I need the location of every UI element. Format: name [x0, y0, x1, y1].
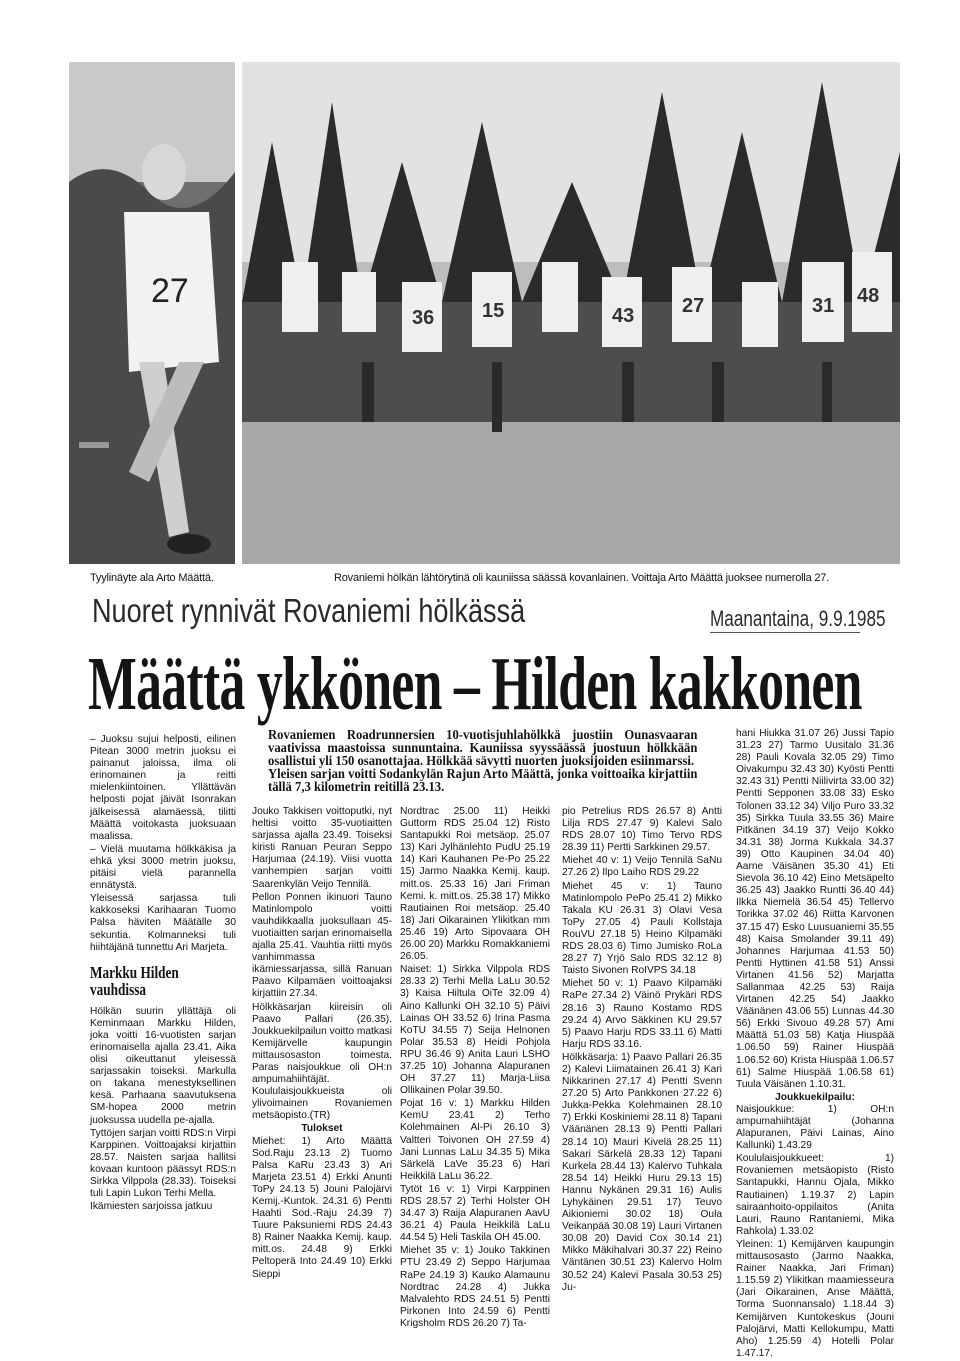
col1-paragraph: – Juoksu sujui helposti, eilinen Pitean 3000 metrin juoksu ei painanut jaloissa, ilma oli erinomainen ja reitti mielenkiintoinen. Yllättävän helposti pojat jäivät Isonrakan jälkeisessä alamäessä, tilitti Määttä voitokasta juoksuaan maalissa.: [90, 734, 236, 842]
svg-text:31: 31: [812, 295, 835, 317]
results-heading: Tulokset: [301, 1123, 343, 1135]
results-text: Miehet 45 v: 1) Tauno Matinlompolo PePo 25.41 2) Mikko Takala KU 26.31 3) Olavi Vesa ToPy 27.05 4) Pauli Kollstaja RouVU 27.18 5) Heino Kilpamäki RDS 28.03 6) Timo Jumisko RoLa 28.27 7) Yrjö Salo RDS 32.12 8) Taisto Sivonen RoIVPS 34.18: [562, 880, 722, 977]
svg-text:15: 15: [482, 300, 505, 322]
results-text: Miehet 50 v: 1) Paavo Kilpamäki RaPe 27.34 2) Väinö Prykäri RDS 28.16 3) Rauno Kostamo RDS 29.24 4) Arvo Säkkinen KU 29.57 5) Paavo Harju RDS 33.11 6) Matti Harju RDS 33.16.: [562, 978, 722, 1050]
article-column-1: [90, 734, 236, 1214]
results-text: Miehet 35 v: 1) Jouko Takkinen PTU 23.49 2) Seppo Harjumaa RaPe 24.19 3) Kauko Alamaunu Nordtrac 24.28 4) Jukka Malvalehto RDS 24.51 5) Pentti Pirkonen Into 24.59 6) Pentti Krigsholm RDS 26.20 7) Ta-: [400, 1245, 550, 1329]
main-photo-caption: Rovaniemi hölkän lähtörytinä oli kauniissa säässä kovanlainen. Voittaja Arto Määttä juoksee numerolla 27.: [334, 572, 830, 584]
col1-paragraph: Hölkän suurin yllättäjä oli Keminmaan Markku Hilden, joka voitti 16-vuotisten sarjan erinomaisella ajalla 23.41. Aika olisi oikeuttanut yleisessä sarjassakin toiseksi. Markulla on takana menestyksellinen kesä. Parhaana saavutuksena SM-hopea 2000 metrin juoksussa uudella pe-ajalla.: [90, 1005, 236, 1126]
col1-paragraph: Yleisessä sarjassa tuli kakkoseksi Karihaaran Tuomo Palsa häviten Määtälle 30 sekuntia. Kolmanneksi tuli hiihtäjänä tunnettu Ari Marjeta.: [90, 893, 236, 953]
results-text: pio Petrelius RDS 26.57 8) Antti Lilja RDS 27.47 9) Kalevi Salo RDS 28.07 10) Timo Tervo RDS 28.39 11) Pertti Sarkkinen 29.57.: [562, 806, 722, 854]
results-text: Miehet 40 v: 1) Veijo Tennilä SaNu 27.26 2) Ilpo Laiho RDS 29.22: [562, 855, 722, 879]
svg-text:36: 36: [412, 307, 435, 329]
dateline-rule: [710, 632, 860, 633]
results-text: Koululaisjoukkueet: 1) Rovaniemen metsäopisto (Risto Santapukki, Hannu Ojala, Mikko Rautiainen) 1.19.37 2) Lapin sairaanhoito-oppilaitos (Anita Lauri, Rauno Rantaniemi, Mika Rahkola) 1.33.02: [736, 1153, 894, 1237]
col2-paragraph: Pellon Ponnen ikinuori Tauno Matinlompolo voitti vauhdikkaalla juoksullaan 45-vuotiaitten sarjan erinomaisella ajalla 25.41. Vauhtia riitti myös vanhimmassa ikämiessarjassa, sillä Ranuan Paavo Kilpamäen voittoajaksi kirjattiin 27.34.: [252, 891, 392, 1000]
results-text: Tytöt 16 v: 1) Virpi Karppinen RDS 28.57 2) Terhi Holster OH 34.47 3) Raija Alapuranen AavU 36.21 4) Paula Heikkilä LaLu 44.54 5) Heli Taskila OH 45.00.: [400, 1183, 550, 1244]
lead-paragraph: [268, 728, 697, 793]
results-column-5: [736, 728, 894, 1361]
results-text: Pojat 16 v: 1) Markku Hilden KemU 23.41 2) Terho Kolehmainen Al-Pi 26.10 3) Valtteri Toivonen OH 27.59 4) Jani Lunnas LaLu 34.35 5) Mika Särkelä LaVe 35.23 6) Hari Heikkilä LaLu 36.22.: [400, 1098, 550, 1182]
team-results-heading: Joukkuekilpailu:: [775, 1091, 855, 1103]
col1-paragraph: Tyttöjen sarjan voitti RDS:n Virpi Karppinen. Voittoajaksi kirjattiin 28.57. Naisten sarjaa hallitsi kovaan kuntoon päässyt RDS:n Sirkka Vilppola (28.33). Toiseksi tuli Lapin Lukon Terhi Mella.: [90, 1127, 236, 1200]
results-column-3: [400, 806, 550, 1331]
results-text: Miehet: 1) Arto Määttä Sod.Raju 23.13 2) Tuomo Palsa KaRu 23.43 3) Ari Marjeta 23.51 4) Erkki Anunti ToPy 24.13 5) Jouni Palojärvi Kemij.-Kuntok. 24.31 6) Pentti Haahti Sod.-Raju 24.39 7) Tuure Paksuniemi RDS 24.43 8) Rainer Naakka Kemij. kaup. mitt.os. 24.48 9) Erkki Peltoperä Into 24.49 10) Erkki Sieppi: [252, 1135, 392, 1280]
svg-text:48: 48: [857, 285, 880, 307]
results-text: Naiset: 1) Sirkka Vilppola RDS 28.33 2) Terhi Mella LaLu 30.52 3) Kaisa Hiltula OiTe 32.09 4) Aino Kallunki OH 32.10 5) Päivi Lainas OH 33.52 6) Irina Pasma KoTU 34.55 7) Seija Helnonen Polar 35.53 8) Heidi Pohjola RPU 36.46 9) Anita Lauri LSHO 37.25 10) Johanna Alapuranen OH 37.27 11) Marja-Liisa Ollikainen Polar 39.50.: [400, 964, 550, 1097]
lead-text-2: Yleisen sarjan voitti Sodankylän Rajun Arto Määttä, jonka voittoaika kirjattiin tällä 7,3 kilometrin reitillä 23.13.: [268, 766, 698, 794]
col1-paragraph: – Vielä muutama hölkkäkisa ja ehkä yksi 3000 metrin juoksu, pitäisi vielä parannella ennätystä.: [90, 843, 236, 892]
results-text: Naisjoukkue: 1) OH:n ampumahiihtäjät (Johanna Alapuranen, Päivi Lainas, Aino Kallunki) 1.43.29: [736, 1103, 894, 1152]
results-text: Nordtrac 25.00 11) Heikki Guttorm RDS 25.04 12) Risto Santapukki Roi metsäop. 25.07 13) Kari Jylhänlehto PudU 25.19 14) Kari Kauhanen Pe-Po 25.22 15) Jarmo Naakka Kemij. kaup. mitt.os. 25.33 16) Jari Friman Kemi. k. mitt.os. 25.38 17) Mikko Rautiainen Roi metsäop. 25.40 18) Jari Oikarainen Ylikitkan mm 25.46 19) Arto Sipovaara OH 26.00 20) Markku Romakkaniemi 26.05.: [400, 806, 550, 963]
article-column-2: [252, 806, 392, 1282]
lead-text-1: Rovaniemen Roadrunnersien 10-vuotisjuhlahölkkä juostiin Ounasvaaran vaativissa maastoissa sunnuntaina. Kauniissa syyssäässä juostuun hölkkään osallistui yli 150 osanottajaa. Hölkkää sävytti nuorten juoksijoiden esiinmarssi.: [268, 727, 698, 768]
kicker-headline: Nuoret rynnivät Rovaniemi hölkässä: [92, 592, 526, 629]
page-title: Määttä ykkönen – Hilden kakkonen: [88, 642, 862, 726]
col2-paragraph: Hölkkäsarjan kiireisin oli Paavo Pallari (26.35). Joukkuekilpailun voitto matkasi Kemijärvelle kaupungin mittausosaston toimesta. Paras naisjoukkue oli OH:n ampumahiihtäjät. Koululaisjoukkueista oli ylivoimainen Rovaniemen metsäopisto.(TR): [252, 1001, 392, 1122]
svg-text:43: 43: [612, 305, 635, 327]
col1-paragraph: Ikämiesten sarjoissa jatkuu: [90, 1201, 213, 1213]
svg-text:27: 27: [682, 295, 705, 317]
svg-text:27: 27: [151, 272, 189, 310]
results-column-4: [562, 806, 722, 1295]
dateline: Maanantaina, 9.9.1985: [710, 606, 886, 631]
subheading: Markku Hilden vauhdissa: [90, 962, 179, 999]
race-start-photo: [242, 62, 900, 564]
results-text: Yleinen: 1) Kemijärven kaupungin mittausosasto (Jarmo Naakka, Rainer Naakka, Jari Friman) 1.15.59 2) Ylikitkan maamiesseura (Jari Oikarainen, Anse Määttä, Torma Suonnansalo) 1.18.44 3) Kemijärven Kuntokeskus (Jouni Palojärvi, Matti Kellokumpu, Matti Aho) 1.25.59 4) Hotelli Polar 1.47.17.: [736, 1238, 894, 1359]
results-text: hani Hiukka 31.07 26) Jussi Tapio 31.23 27) Tarmo Uusitalo 31.36 28) Pauli Kovala 32.05 29) Timo Oivakumpu 32.43 30) Kyösti Pentti 32.43 31) Pentti Niilivirta 33.00 32) Pentti Sepponen 33.08 33) Esko Tolonen 33.12 34) Viljo Puro 33.32 35) Sirkka Tuula 33.55 36) Maire Pitkänen 34.19 37) Veijo Kokko 34.31 38) Jorma Kukkala 34.37 39) Otto Kaupinen 34.04 40) Aarne Väisänen 35.30 41) Eti Sievola 36.10 42) Eino Metsäpelto 36.25 43) Jaakko Runtti 36.40 44) Ilkka Niemelä 36.54 45) Tellervo Torikka 37.02 46) Riitta Karvonen 37.15 47) Esko Luusuaniemi 35.55 48) Kaisa Smolander 39.11 49) Johannes Harjumaa 41.53 50) Pentti Hyttinen 41.58 51) Anssi Virtanen 41.56 52) Marjatta Sallanmaa 42.25 53) Raija Virtanen 42.25 54) Jaakko Väänänen 43.06 55) Lunnas 44.30 56) Erkki Sivouo 49.28 57) Ami Määttä 51.03 58) Katja Hiuspää 1.06.50 59) Rainer Hiuspää 1.06.52 60) Krista Hiuspää 1.06.57 61) Salme Hiuspää 1.06.58 61) Tuula Väisänen 1.10.31.: [736, 728, 894, 1090]
left-photo-caption: Tyylinäyte ala Arto Määttä.: [90, 572, 214, 584]
col2-paragraph: Jouko Takkisen voittoputki, nyt heltisi voitto 35-vuotiaitten sarjassa ajalla 23.49. Toiseksi kiristi Ranuan Peuran Seppo Harjumaa (24.19). Viisi vuotta vanhempien sarjan voitti Saarenkylän Veijo Tennilä.: [252, 806, 392, 890]
results-text: Hölkkäsarja: 1) Paavo Pallari 26.35 2) Kalevi Liimatainen 26.41 3) Kari Nikkarinen 27.17 4) Pentti Svenn 27.20 5) Arto Pankkonen 27.22 6) Jukka-Pekka Kolehmainen 28.10 7) Erkki Koskiniemi 28.11 8) Tapani Väänänen 28.13 9) Pentti Pallari 28.14 10) Mauri Kivelä 28.25 11) Sakari Särkelä 28.33 12) Tapani Kurkela 28.44 13) Kalervo Tuhkala 28.54 14) Heikki Huru 29.13 15) Hannu Nykänen 29.31 16) Aulis Lyhykäinen 29.51 17) Teuvo Aikioniemi 30.02 18) Oula Veikanpää 30.08 19) Lauri Virtanen 30.08 20) David Cox 30.14 21) Mikko Mäkihalvari 30.37 22) Reino Väntänen 30.51 23) Kalervo Holm 30.52 24) Kalevi Pasala 30.53 25) Ju-: [562, 1051, 722, 1293]
runner-portrait-photo: [69, 62, 235, 564]
